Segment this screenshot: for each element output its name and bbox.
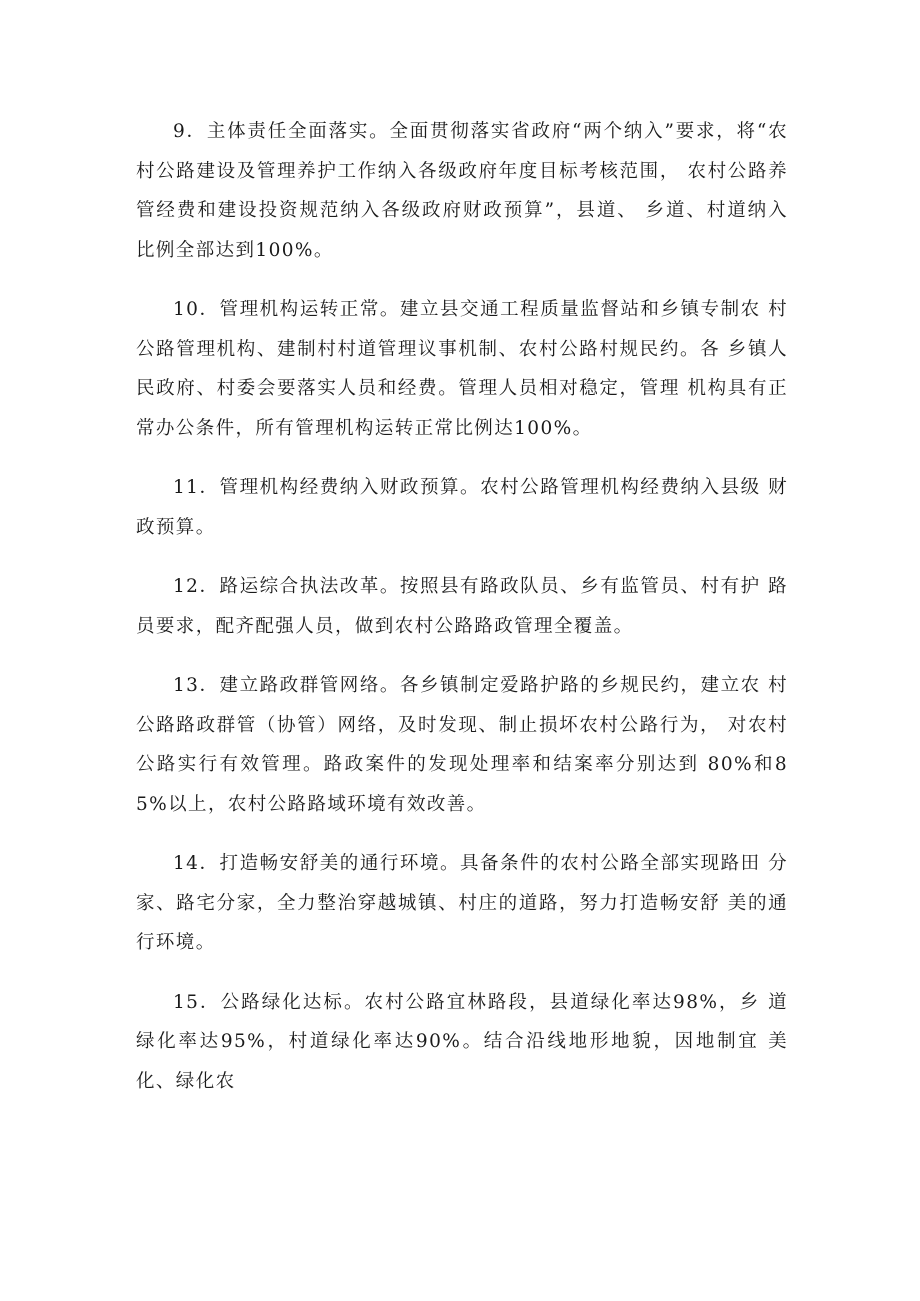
paragraph-9: 9．主体责任全面落实。全面贯彻落实省政府“两个纳入”要求，将“农村公路建设及管理养护工作纳入各级政府年度目标考核范围， 农村公路养管经费和建设投资规范纳入各级政府财政预算”，县道、 乡道、村道纳入比例全部达到100%。 [136, 121, 788, 261]
paragraph-14: 14．打造畅安舒美的通行环境。具备条件的农村公路全部实现路田 分家、路宅分家，全力整治穿越城镇、村庄的道路，努力打造畅安舒 美的通行环境。 [136, 853, 788, 953]
paragraph-13: 13．建立路政群管网络。各乡镇制定爱路护路的乡规民约，建立农 村公路路政群管（协管）网络，及时发现、制止损坏农村公路行为， 对农村公路实行有效管理。路政案件的发现处理率和结案率分别达到 80%和85%以上，农村公路路域环境有效改善。 [136, 675, 788, 815]
paragraph-10: 10．管理机构运转正常。建立县交通工程质量监督站和乡镇专制农 村公路管理机构、建制村村道管理议事机制、农村公路村规民约。各 乡镇人民政府、村委会要落实人员和经费。管理人员相对稳定，管理 机构具有正常办公条件，所有管理机构运转正常比例达100%。 [136, 299, 788, 439]
paragraph-11: 11．管理机构经费纳入财政预算。农村公路管理机构经费纳入县级 财政预算。 [136, 477, 788, 538]
paragraph-15: 15．公路绿化达标。农村公路宜林路段，县道绿化率达98%，乡 道绿化率达95%，村道绿化率达90%。结合沿线地形地貌，因地制宜 美化、绿化农 [136, 991, 788, 1092]
paragraph-12: 12．路运综合执法改革。按照县有路政队员、乡有监管员、村有护 路员要求，配齐配强人员，做到农村公路路政管理全覆盖。 [136, 576, 788, 637]
